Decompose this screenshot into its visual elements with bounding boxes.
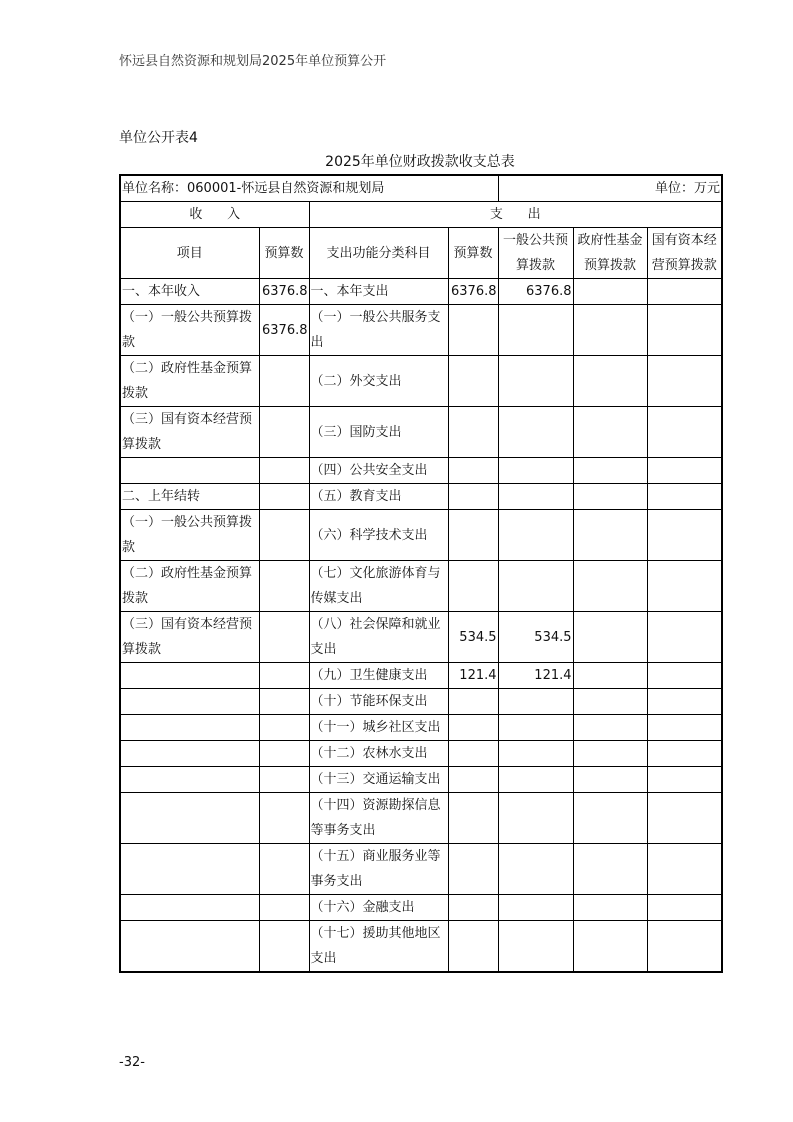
row-expense-item: （四）公共安全支出 xyxy=(309,458,448,484)
row-expense-budget xyxy=(448,407,498,458)
row-income-budget xyxy=(259,356,309,407)
row-state-capital xyxy=(647,715,722,741)
row-state-capital xyxy=(647,921,722,973)
row-expense-budget xyxy=(448,356,498,407)
row-expense-item: （十四）资源勘探信息等事务支出 xyxy=(309,793,448,844)
row-state-capital xyxy=(647,510,722,561)
row-gov-fund xyxy=(573,279,647,305)
row-expense-budget xyxy=(448,741,498,767)
row-income-budget xyxy=(259,612,309,663)
row-expense-budget xyxy=(448,510,498,561)
table-row xyxy=(120,741,722,767)
table-row xyxy=(120,895,722,921)
data-rows xyxy=(120,279,722,973)
row-general-public xyxy=(498,356,573,407)
table-row xyxy=(120,844,722,895)
col-header-expense-category: 支出功能分类科目 xyxy=(309,228,448,279)
table-row xyxy=(120,793,722,844)
row-expense-item: （一）一般公共服务支出 xyxy=(309,305,448,356)
row-expense-item: （三）国防支出 xyxy=(309,407,448,458)
table-title: 2025年单位财政拨款收支总表 xyxy=(325,154,515,170)
row-expense-item: （十七）援助其他地区支出 xyxy=(309,921,448,973)
row-expense-budget: 534.5 xyxy=(448,612,498,663)
table-row xyxy=(120,510,722,561)
page-number: -32- xyxy=(119,1055,145,1070)
row-general-public: 6376.8 xyxy=(498,279,573,305)
table-number: 单位公开表4 xyxy=(119,130,198,146)
row-gov-fund xyxy=(573,305,647,356)
row-gov-fund xyxy=(573,663,647,689)
row-income-budget: 6376.8 xyxy=(259,279,309,305)
row-general-public: 121.4 xyxy=(498,663,573,689)
table-row xyxy=(120,279,722,305)
row-income-item xyxy=(120,458,259,484)
row-income-item: （三）国有资本经营预算拨款 xyxy=(120,612,259,663)
table-row xyxy=(120,305,722,356)
row-income-item: （一）一般公共预算拨款 xyxy=(120,305,259,356)
row-income-item xyxy=(120,793,259,844)
row-expense-budget xyxy=(448,895,498,921)
row-income-item xyxy=(120,741,259,767)
col-header-expense-budget: 预算数 xyxy=(448,228,498,279)
row-state-capital xyxy=(647,612,722,663)
row-state-capital xyxy=(647,793,722,844)
row-state-capital xyxy=(647,663,722,689)
row-income-item: （三）国有资本经营预算拨款 xyxy=(120,407,259,458)
row-general-public xyxy=(498,689,573,715)
row-income-budget xyxy=(259,484,309,510)
row-expense-item: （十二）农林水支出 xyxy=(309,741,448,767)
row-gov-fund xyxy=(573,921,647,973)
table-row xyxy=(120,921,722,973)
table-row xyxy=(120,767,722,793)
row-expense-budget xyxy=(448,767,498,793)
row-gov-fund xyxy=(573,741,647,767)
row-income-item xyxy=(120,689,259,715)
row-general-public xyxy=(498,844,573,895)
row-expense-item: （十）节能环保支出 xyxy=(309,689,448,715)
row-gov-fund xyxy=(573,484,647,510)
row-general-public xyxy=(498,305,573,356)
unit-row xyxy=(120,175,722,202)
row-expense-item: （十三）交通运输支出 xyxy=(309,767,448,793)
table-row xyxy=(120,689,722,715)
row-income-budget xyxy=(259,458,309,484)
row-expense-item: （八）社会保障和就业支出 xyxy=(309,612,448,663)
table-row xyxy=(120,561,722,612)
row-income-budget: 6376.8 xyxy=(259,305,309,356)
row-income-budget xyxy=(259,741,309,767)
row-gov-fund xyxy=(573,612,647,663)
row-income-item xyxy=(120,663,259,689)
row-expense-budget xyxy=(448,715,498,741)
row-income-budget xyxy=(259,663,309,689)
row-general-public: 534.5 xyxy=(498,612,573,663)
col-header-item: 项目 xyxy=(120,228,259,279)
row-general-public xyxy=(498,561,573,612)
row-income-item: 二、上年结转 xyxy=(120,484,259,510)
row-expense-item: （十六）金融支出 xyxy=(309,895,448,921)
expense-section-label: 支 出 xyxy=(309,202,722,228)
row-general-public xyxy=(498,715,573,741)
row-state-capital xyxy=(647,458,722,484)
table-row xyxy=(120,715,722,741)
row-income-item xyxy=(120,767,259,793)
row-expense-item: （七）文化旅游体育与传媒支出 xyxy=(309,561,448,612)
row-general-public xyxy=(498,921,573,973)
row-gov-fund xyxy=(573,689,647,715)
section-header-row xyxy=(120,202,722,228)
row-income-item: （二）政府性基金预算拨款 xyxy=(120,356,259,407)
row-general-public xyxy=(498,895,573,921)
row-gov-fund xyxy=(573,458,647,484)
row-general-public xyxy=(498,510,573,561)
row-state-capital xyxy=(647,895,722,921)
row-income-budget xyxy=(259,895,309,921)
row-income-budget xyxy=(259,844,309,895)
row-expense-item: （九）卫生健康支出 xyxy=(309,663,448,689)
row-gov-fund xyxy=(573,561,647,612)
table-row xyxy=(120,458,722,484)
row-expense-item: 一、本年支出 xyxy=(309,279,448,305)
row-gov-fund xyxy=(573,407,647,458)
row-income-item xyxy=(120,895,259,921)
row-expense-budget: 121.4 xyxy=(448,663,498,689)
row-gov-fund xyxy=(573,844,647,895)
row-expense-item: （二）外交支出 xyxy=(309,356,448,407)
row-expense-item: （十一）城乡社区支出 xyxy=(309,715,448,741)
unit-label: 单位：万元 xyxy=(498,175,722,202)
column-header-row xyxy=(120,228,722,279)
row-expense-item: （五）教育支出 xyxy=(309,484,448,510)
row-state-capital xyxy=(647,689,722,715)
row-income-budget xyxy=(259,689,309,715)
row-expense-budget xyxy=(448,689,498,715)
unit-name: 单位名称：060001-怀远县自然资源和规划局 xyxy=(120,175,498,202)
income-section-label: 收 入 xyxy=(120,202,309,228)
row-gov-fund xyxy=(573,767,647,793)
row-expense-budget xyxy=(448,561,498,612)
row-gov-fund xyxy=(573,895,647,921)
row-income-budget xyxy=(259,793,309,844)
row-income-budget xyxy=(259,767,309,793)
row-income-item xyxy=(120,921,259,973)
row-state-capital xyxy=(647,407,722,458)
row-income-budget xyxy=(259,407,309,458)
row-income-item xyxy=(120,844,259,895)
row-general-public xyxy=(498,407,573,458)
row-general-public xyxy=(498,484,573,510)
table-row xyxy=(120,612,722,663)
row-gov-fund xyxy=(573,510,647,561)
row-expense-item: （六）科学技术支出 xyxy=(309,510,448,561)
row-income-budget xyxy=(259,510,309,561)
row-state-capital xyxy=(647,484,722,510)
row-expense-budget: 6376.8 xyxy=(448,279,498,305)
row-income-budget xyxy=(259,921,309,973)
row-expense-budget xyxy=(448,458,498,484)
row-expense-item: （十五）商业服务业等事务支出 xyxy=(309,844,448,895)
row-income-item: 一、本年收入 xyxy=(120,279,259,305)
row-state-capital xyxy=(647,356,722,407)
row-gov-fund xyxy=(573,715,647,741)
row-income-item: （一）一般公共预算拨款 xyxy=(120,510,259,561)
row-expense-budget xyxy=(448,844,498,895)
row-state-capital xyxy=(647,279,722,305)
budget-table xyxy=(119,174,723,973)
row-state-capital xyxy=(647,561,722,612)
row-expense-budget xyxy=(448,793,498,844)
row-general-public xyxy=(498,741,573,767)
row-state-capital xyxy=(647,767,722,793)
row-state-capital xyxy=(647,844,722,895)
col-header-state-capital: 国有资本经营预算拨款 xyxy=(647,228,722,279)
row-expense-budget xyxy=(448,305,498,356)
table-row xyxy=(120,407,722,458)
col-header-budget: 预算数 xyxy=(259,228,309,279)
table-row xyxy=(120,663,722,689)
table-row xyxy=(120,484,722,510)
row-expense-budget xyxy=(448,921,498,973)
row-state-capital xyxy=(647,305,722,356)
row-gov-fund xyxy=(573,793,647,844)
row-general-public xyxy=(498,767,573,793)
row-general-public xyxy=(498,793,573,844)
col-header-gov-fund: 政府性基金预算拨款 xyxy=(573,228,647,279)
row-income-item: （二）政府性基金预算拨款 xyxy=(120,561,259,612)
row-income-item xyxy=(120,715,259,741)
row-gov-fund xyxy=(573,356,647,407)
col-header-general-public: 一般公共预算拨款 xyxy=(498,228,573,279)
row-state-capital xyxy=(647,741,722,767)
row-general-public xyxy=(498,458,573,484)
table-row xyxy=(120,356,722,407)
document-header: 怀远县自然资源和规划局2025年单位预算公开 xyxy=(119,54,387,69)
row-income-budget xyxy=(259,715,309,741)
row-income-budget xyxy=(259,561,309,612)
row-expense-budget xyxy=(448,484,498,510)
